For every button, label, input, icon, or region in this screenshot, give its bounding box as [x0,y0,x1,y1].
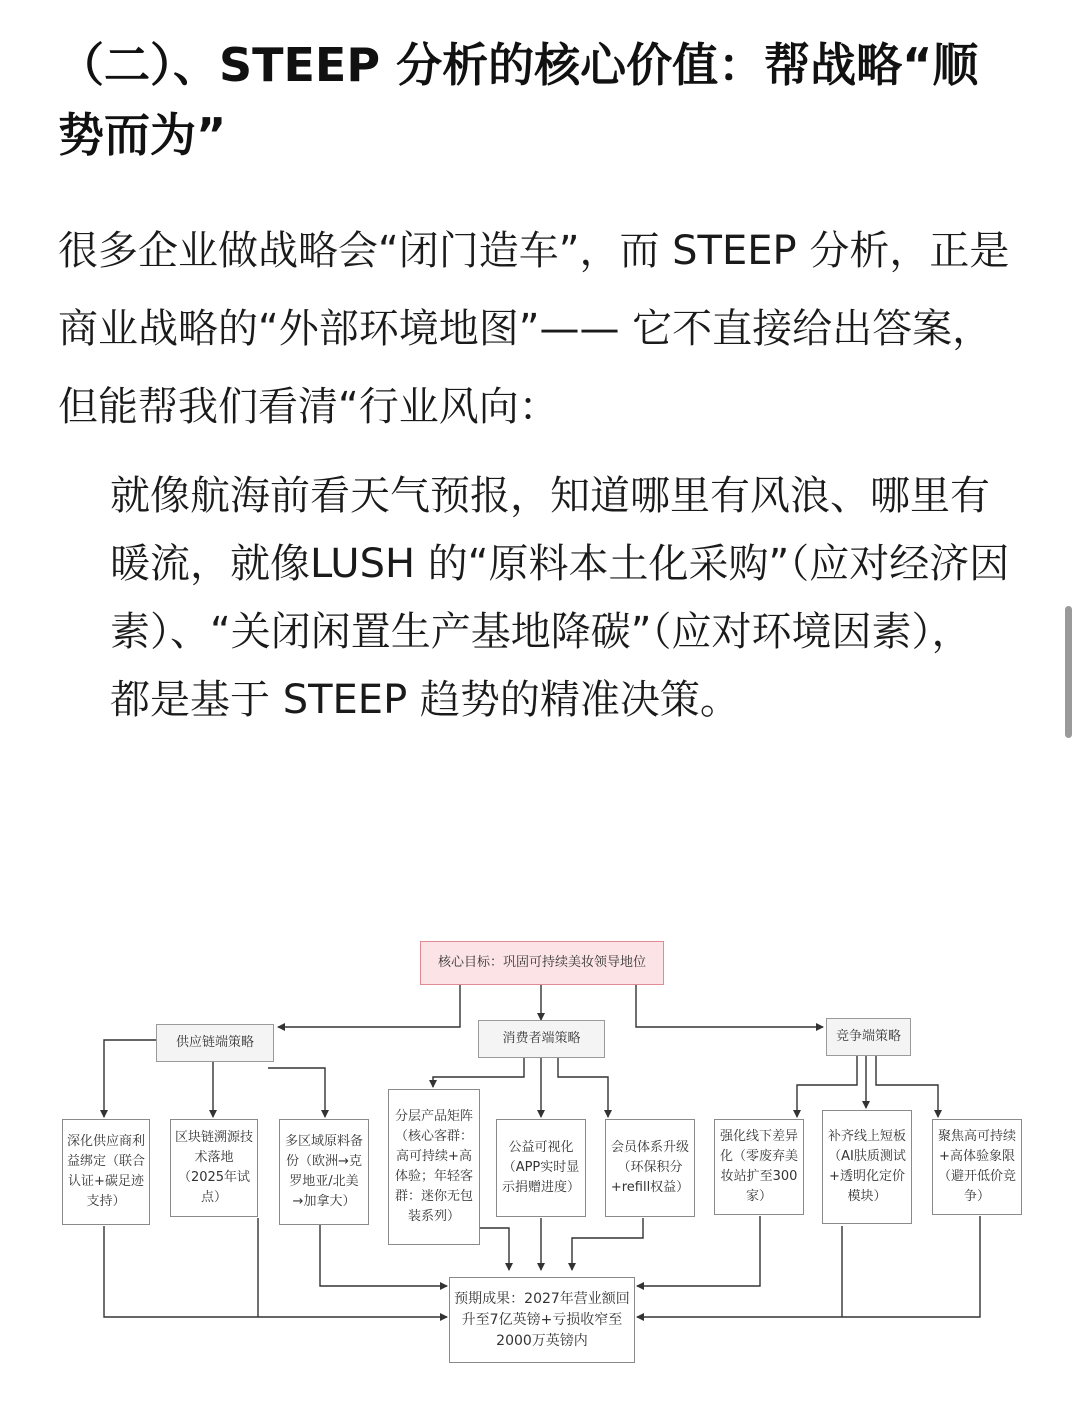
expected-outcome-label: 预期成果：2027年营业额回升至7亿英镑+亏损收窄至2000万英镑内 [454,1290,630,1349]
competition-item-1 [714,1119,804,1215]
consumer-item-2-text: 公益可视化（APP实时显示捐赠进度） [501,1140,580,1195]
supply-item-3 [279,1119,369,1225]
consumer-strategy-box [478,1020,605,1058]
consumer-item-1-text: 分层产品矩阵（核心客群：高可持续+高体验；年轻客群：迷你无包装系列） [394,1109,473,1224]
competition-item-1-text: 强化线下差异化（零废弃美妆站扩至300家） [719,1129,798,1204]
core-goal-label: 核心目标：巩固可持续美妆领导地位 [437,955,646,970]
consumer-item-3 [605,1119,695,1217]
consumer-item-1 [388,1089,480,1245]
core-goal-box [420,941,664,985]
supply-item-3-text: 多区域原料备份（欧洲→克罗地亚/北美→加拿大） [284,1134,363,1209]
section-heading: （二）、STEEP 分析的核心价值：帮战略“顺势而为” [58,38,979,162]
competition-strategy-label: 竞争端策略 [835,1029,901,1044]
supply-item-1 [62,1119,150,1225]
competition-item-2 [822,1110,912,1224]
consumer-strategy-label: 消费者端策略 [502,1031,581,1046]
competition-strategy-box [826,1018,911,1056]
intro-paragraph: 很多企业做战略会“闭门造车”，而 STEEP 分析，正是商业战略的“外部环境地图”—— 它不直接给出答案，但能帮我们看清“行业风向： [58,228,1010,430]
supply-item-1-text: 深化供应商利益绑定（联合认证+碳足迹支持） [67,1134,146,1209]
competition-item-3 [932,1119,1022,1215]
supply-item-2 [170,1119,258,1217]
expected-outcome-box [449,1277,635,1363]
consumer-item-3-text: 会员体系升级（环保积分+refill权益） [610,1140,690,1195]
quote-block: 就像航海前看天气预报，知道哪里有风浪、哪里有暖流，就像LUSH 的“原料本土化采购”（应对经济因素）、“关闭闲置生产基地降碳”（应对环境因素），都是基于 STEEP 趋势的精准决策。 [110,473,1010,723]
competition-item-2-text: 补齐线上短板（AI肤质测试+透明化定价模块） [827,1129,906,1204]
supply-strategy-box [156,1024,274,1062]
competition-item-3-text: 聚焦高可持续+高体验象限（避开低价竞争） [937,1129,1016,1204]
consumer-item-2 [496,1119,586,1217]
supply-strategy-label: 供应链端策略 [175,1035,254,1050]
supply-item-2-text: 区块链溯源技术落地（2025年试点） [175,1130,254,1205]
